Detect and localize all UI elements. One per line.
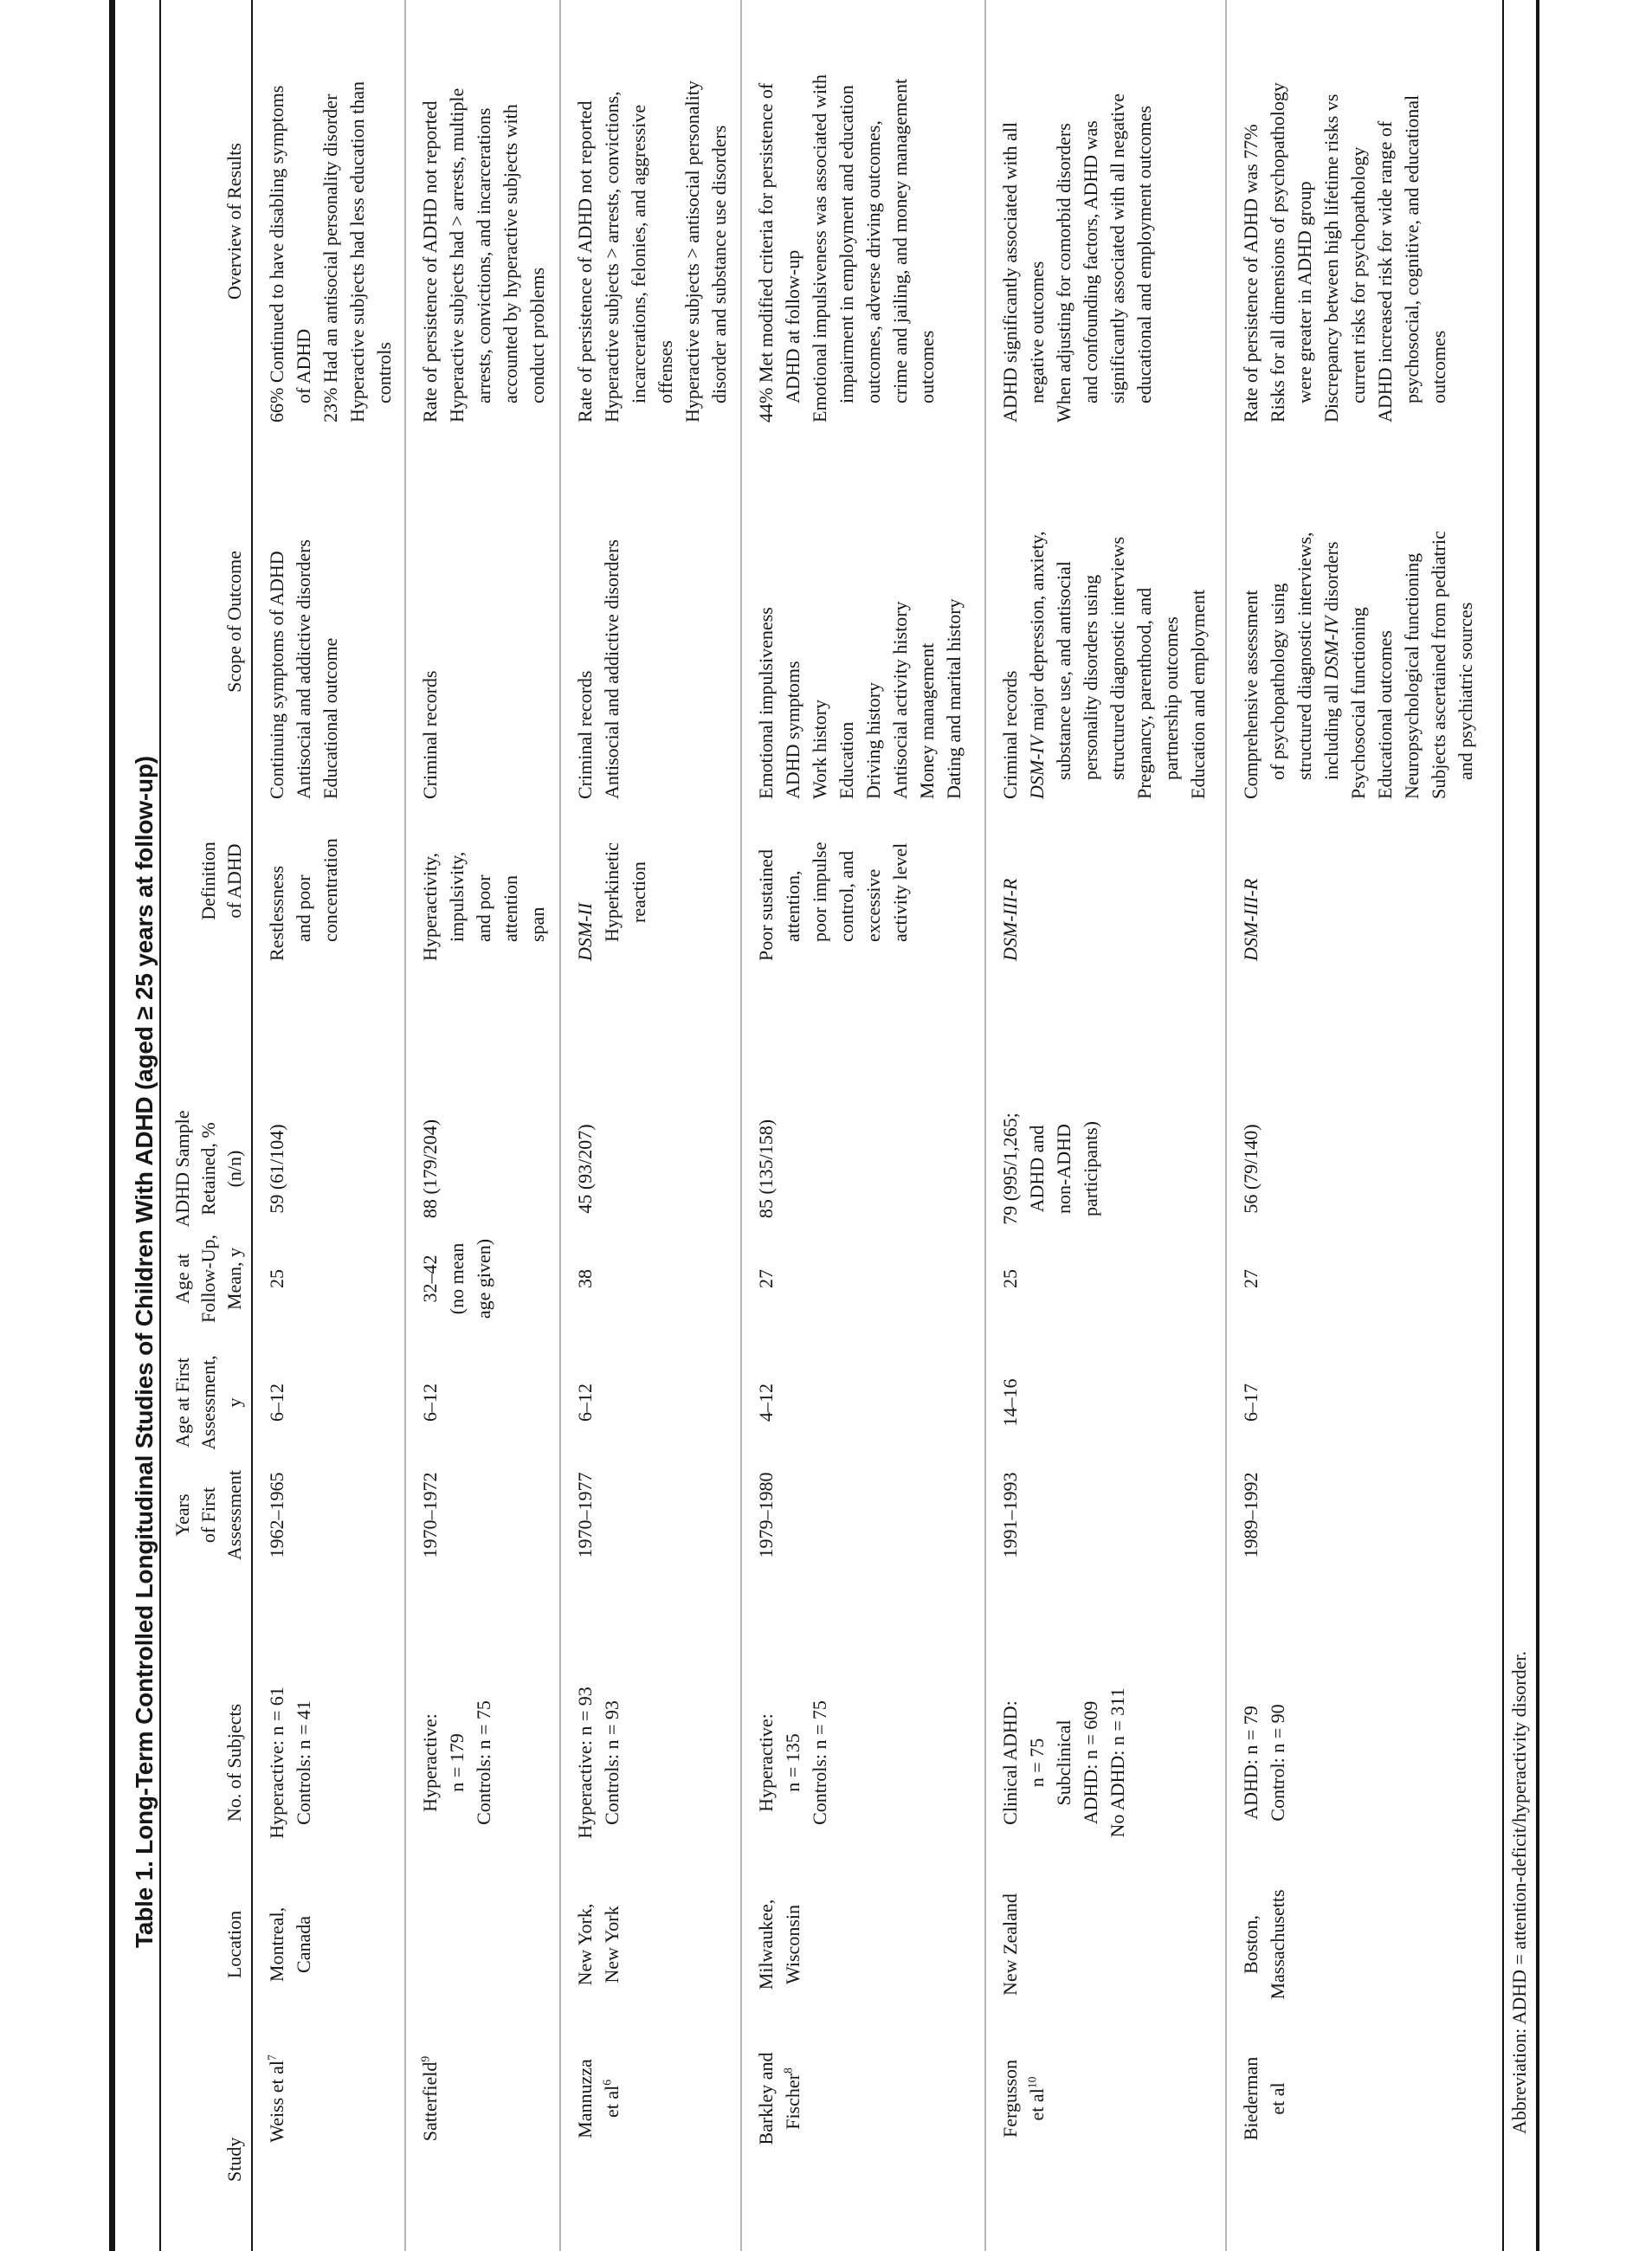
col-header-study: Study xyxy=(223,2137,245,2182)
cell-barkley-study: Barkley and Fischer$^8$ xyxy=(755,2052,803,2145)
cell-biederman-definition: DSM-III-R xyxy=(1240,878,1262,961)
cell-fergusson-years: 1991–1993 xyxy=(999,1472,1021,1558)
table-closing-rule xyxy=(1536,0,1539,2251)
cell-fergusson-subjects: Clinical ADHD: n = 75 Subclinical ADHD: n = 609 No ADHD: n = 311 xyxy=(999,1687,1128,1838)
cell-satterfield-scope: Criminal records xyxy=(419,670,441,799)
cell-biederman-subjects: ADHD: n = 79 Control: n = 90 xyxy=(1240,1704,1288,1822)
cell-barkley-years: 1979–1980 xyxy=(755,1472,777,1558)
cell-biederman-study: Biederman et al xyxy=(1240,2056,1288,2141)
cell-biederman-location: Boston, Massachusetts xyxy=(1240,1889,1288,2000)
cell-barkley-age_first: 4–12 xyxy=(755,1383,777,1422)
cell-mannuzza-study: Mannuzza et $al^6$ xyxy=(574,2059,623,2138)
col-header-sample: ADHD Sample Retained, % (n/n) xyxy=(171,1110,245,1228)
cell-mannuzza-age_followup: 38 xyxy=(574,1269,596,1288)
cell-biederman-age_followup: 27 xyxy=(1240,1269,1262,1288)
cell-weiss-study: Weiss et $al^7$ xyxy=(265,2054,287,2143)
cell-biederman-age_first: 6–17 xyxy=(1240,1383,1262,1422)
cell-barkley-scope: Emotional impulsiveness ADHD symptoms Work history Education Driving history Antisocial activity history Money management Dating and marital history xyxy=(755,598,965,799)
cell-mannuzza-definition: DSM-II Hyperkinetic reaction xyxy=(574,842,649,961)
cell-fergusson-overview: ADHD significantly associated with all negative outcomes When adjusting for comorbid disorders and confounding factors, ADHD was significantly associated with all negative educational and employment outcomes xyxy=(999,93,1155,422)
cell-barkley-location: Milwaukee, Wisconsin xyxy=(755,1899,803,1990)
table-row-satterfield xyxy=(404,0,561,2251)
col-header-definition: Definition of ADHD xyxy=(197,842,245,920)
cell-biederman-years: 1989–1992 xyxy=(1240,1472,1262,1558)
title-underline-rule xyxy=(159,0,161,2251)
cell-barkley-overview: 44% Met modified criteria for persistence of ADHD at follow-up Emotional impulsiveness was associated with impairment in employment and education outcomes, adverse driving outcomes, crime and jailing, and money management outcomes xyxy=(755,74,938,422)
cell-fergusson-definition: DSM-III-R xyxy=(999,878,1021,961)
cell-satterfield-sample: 88 (179/204) xyxy=(419,1119,441,1219)
cell-weiss-age_followup: 25 xyxy=(266,1269,287,1288)
cell-satterfield-overview: Rate of persistence of ADHD not reported Hyperactive subjects had > arrests, multiple arrests, convictions, and incarcerations accounted by hyperactive subjects with conduct problems xyxy=(419,87,548,422)
cell-weiss-subjects: Hyperactive: n = 61 Controls: n = 41 xyxy=(266,1687,314,1839)
cell-fergusson-scope: Criminal records DSM-IV major depression, anxiety, substance use, and antisocial personality disorders using structured diagnostic interviews Pregnancy, parenthood, and partnership outcomes Education and employment xyxy=(999,531,1209,799)
cell-fergusson-study: Fergusson et $al^{10}$ xyxy=(999,2059,1048,2138)
cell-biederman-sample: 56 (79/140) xyxy=(1240,1124,1262,1214)
cell-fergusson-location: New Zealand xyxy=(999,1893,1021,1996)
col-header-scope: Scope of Outcome xyxy=(223,551,245,693)
table-bottom-rule xyxy=(1502,0,1504,2251)
cell-satterfield-definition: Hyperactivity, impulsivity, and poor attention span xyxy=(419,851,548,961)
table-footnote: Abbreviation: ADHD = attention-deficit/hyperactivity disorder. xyxy=(1508,1651,1530,2134)
table-row-biederman xyxy=(1225,0,1504,2251)
cell-satterfield-age_first: 6–12 xyxy=(419,1383,441,1422)
col-header-location: Location xyxy=(223,1910,245,1979)
cell-mannuzza-years: 1970–1977 xyxy=(574,1472,596,1558)
cell-fergusson-age_followup: 25 xyxy=(999,1269,1021,1288)
table-title: Table 1. Long-Term Controlled Longitudinal Studies of Children With ADHD (aged ≥ 25 years at follow-up) xyxy=(131,756,158,1948)
table-row-weiss xyxy=(253,0,404,2251)
cell-barkley-definition: Poor sustained attention, poor impulse control, and excessive activity level xyxy=(755,842,911,961)
col-header-years: Years of First Assessment xyxy=(171,1470,245,1560)
cell-satterfield-subjects: Hyperactive: n = 179 Controls: n = 75 xyxy=(419,1700,494,1825)
cell-satterfield-age_followup: 32–42 (no mean age given) xyxy=(419,1238,494,1319)
col-header-age_followup: Age at Follow-Up, Mean, y xyxy=(171,1234,245,1324)
cell-weiss-location: Montreal, Canada xyxy=(266,1906,314,1983)
cell-mannuzza-age_first: 6–12 xyxy=(574,1383,596,1422)
table-top-heavy-rule xyxy=(109,0,115,2251)
cell-weiss-age_first: 6–12 xyxy=(266,1383,287,1422)
cell-barkley-subjects: Hyperactive: n = 135 Controls: n = 75 xyxy=(755,1700,830,1825)
cell-biederman-overview: Rate of persistence of ADHD was 77% Risks for all dimensions of psychopathology were greater in ADHD group Discrepancy between high lifetime risks vs current risks for psychopathology ADHD increased risk for wide range of psychosocial, cognitive, and educational outcomes xyxy=(1240,82,1449,422)
cell-weiss-sample: 59 (61/104) xyxy=(266,1124,287,1214)
cell-weiss-definition: Restlessness and poor concentration xyxy=(266,838,341,961)
table-row-mannuzza xyxy=(559,0,742,2251)
cell-mannuzza-overview: Rate of persistence of ADHD not reported Hyperactive subjects > arrests, convictions, incarcerations, felonies, and aggressive offenses Hyperactive subjects > antisocial personality disorder and substance use disorders xyxy=(574,81,730,422)
cell-biederman-scope: Comprehensive assessment of psychopathology using structured diagnostic interviews, including all DSM-IV disorders Psychosocial functioning Educational outcomes Neuropsychological functioning Subjects ascertained from pediatric and psychiatric sources xyxy=(1240,531,1476,799)
col-header-subjects: No. of Subjects xyxy=(223,1703,245,1822)
cell-barkley-age_followup: 27 xyxy=(755,1269,777,1288)
table-row-barkley xyxy=(740,0,986,2251)
cell-weiss-years: 1962–1965 xyxy=(266,1472,287,1558)
cell-weiss-overview: 66% Continued to have disabling symptoms of ADHD 23% Had an antisocial personality disorder Hyperactive subjects had less education than controls xyxy=(266,81,395,422)
col-header-overview: Overview of Results xyxy=(223,143,245,300)
cell-barkley-sample: 85 (135/158) xyxy=(755,1119,777,1219)
cell-mannuzza-subjects: Hyperactive: n = 93 Controls: n = 93 xyxy=(574,1687,623,1839)
col-header-age_first: Age at First Assessment, y xyxy=(171,1355,245,1450)
cell-weiss-scope: Continuing symptoms of ADHD Antisocial and addictive disorders Educational outcome xyxy=(266,539,341,799)
cell-fergusson-age_first: 14–16 xyxy=(999,1378,1021,1427)
cell-mannuzza-location: New York, New York xyxy=(574,1903,623,1986)
cell-mannuzza-scope: Criminal records Antisocial and addictive disorders xyxy=(574,539,623,799)
cell-mannuzza-sample: 45 (93/207) xyxy=(574,1124,596,1214)
cell-satterfield-years: 1970–1972 xyxy=(419,1472,441,1558)
cell-satterfield-study: Satterfield$^9$ xyxy=(418,2055,441,2142)
table-row-fergusson xyxy=(984,0,1227,2251)
cell-fergusson-sample: 79 (995/1,265; ADHD and non-ADHD participants) xyxy=(999,1113,1101,1225)
